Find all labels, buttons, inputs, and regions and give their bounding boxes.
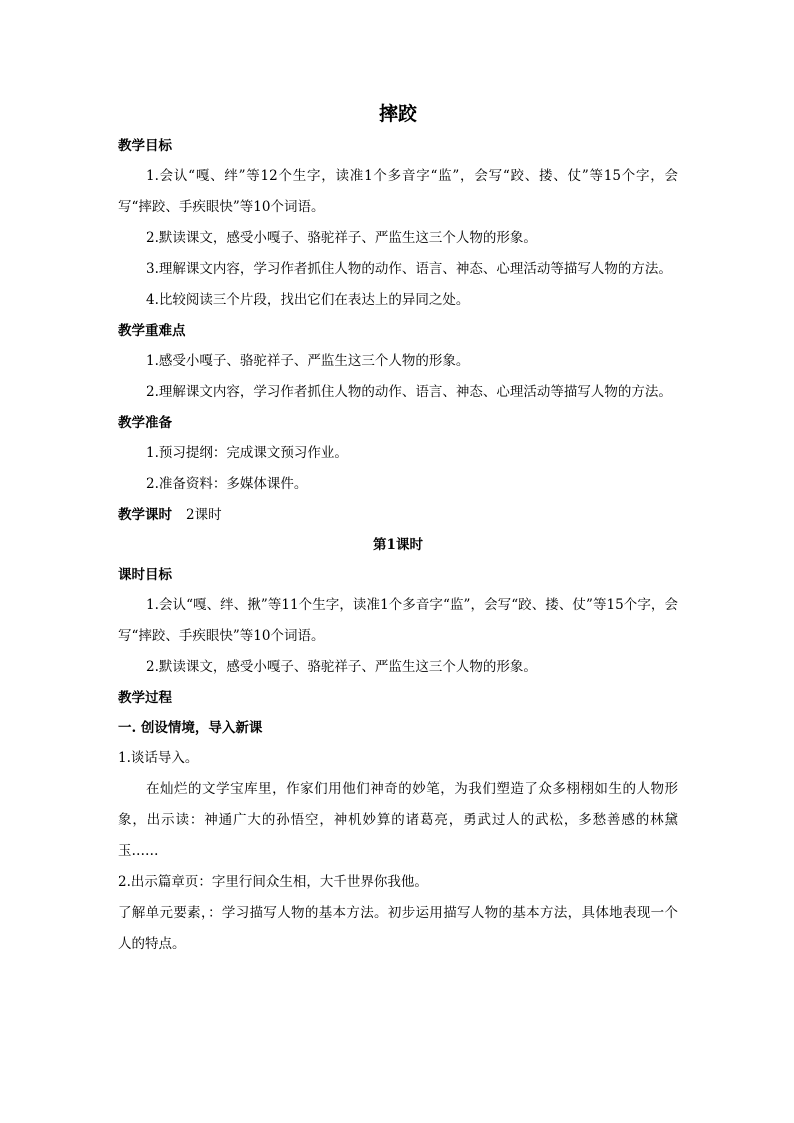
section-heading-key-points: 教学重难点 — [118, 323, 186, 339]
key-point-item: 2.理解课文内容，学习作者抓住人物的动作、语言、神态、心理活动等描写人物的方法。 — [146, 384, 672, 400]
section-heading-preparation: 教学准备 — [118, 415, 172, 431]
objective-item: 2.默读课文，感受小嘎子、骆驼祥子、严监生这三个人物的形象。 — [146, 230, 537, 246]
step-2-heading: 2.出示篇章页：字里行间众生相，大千世界你我他。 — [118, 874, 428, 890]
objective-item: 1.会认“嘎、绊”等12个生字，读准1个多音字“监”，会写“跤、搂、仗”等15个字，会写“摔跤、手疾眼快”等10个词语。 — [118, 168, 678, 215]
section-heading-process: 教学过程 — [118, 690, 172, 706]
page-title: 摔跤 — [378, 103, 417, 125]
lesson-objective-item: 1.会认“嘎、绊、揪”等11个生字，读准1个多音字“监”，会写“跤、搂、仗”等15个字，会写“摔跤、手疾眼快”等10个词语。 — [118, 597, 678, 644]
section-heading-objectives: 教学目标 — [118, 138, 172, 154]
objective-item: 3.理解课文内容，学习作者抓住人物的动作、语言、神态、心理活动等描写人物的方法。 — [146, 261, 672, 277]
part-1-heading: 一. 创设情境，导入新课 — [118, 720, 263, 736]
objective-item: 4.比较阅读三个片段，找出它们在表达上的异同之处。 — [146, 292, 470, 308]
step-2-text: 了解单元要素，：学习描写人物的基本方法。初步运用描写人物的基本方法，具体地表现一个人的特点。 — [118, 905, 678, 952]
lesson-hours-value: 2课时 — [186, 507, 222, 523]
lesson-objective-item: 2.默读课文，感受小嘎子、骆驼祥子、严监生这三个人物的形象。 — [146, 659, 537, 675]
section-heading-lesson-objectives: 课时目标 — [118, 567, 172, 583]
key-point-item: 1.感受小嘎子、骆驼祥子、严监生这三个人物的形象。 — [146, 353, 470, 369]
step-1-text: 在灿烂的文学宝库里，作家们用他们神奇的妙笔，为我们塑造了众多栩栩如生的人物形象，出示读：神通广大的孙悟空，神机妙算的诸葛亮，勇武过人的武松，多愁善感的林黛玉…… — [118, 781, 678, 859]
preparation-item: 1.预习提纲：完成课文预习作业。 — [146, 445, 348, 461]
lesson-hours-label: 教学课时 — [118, 507, 172, 523]
document-content — [118, 100, 678, 960]
lesson-1-title: 第1课时 — [373, 537, 423, 553]
lesson-hours-line — [118, 500, 678, 530]
step-1-heading: 1.谈话导入。 — [118, 750, 199, 766]
preparation-item: 2.准备资料：多媒体课件。 — [146, 476, 308, 492]
